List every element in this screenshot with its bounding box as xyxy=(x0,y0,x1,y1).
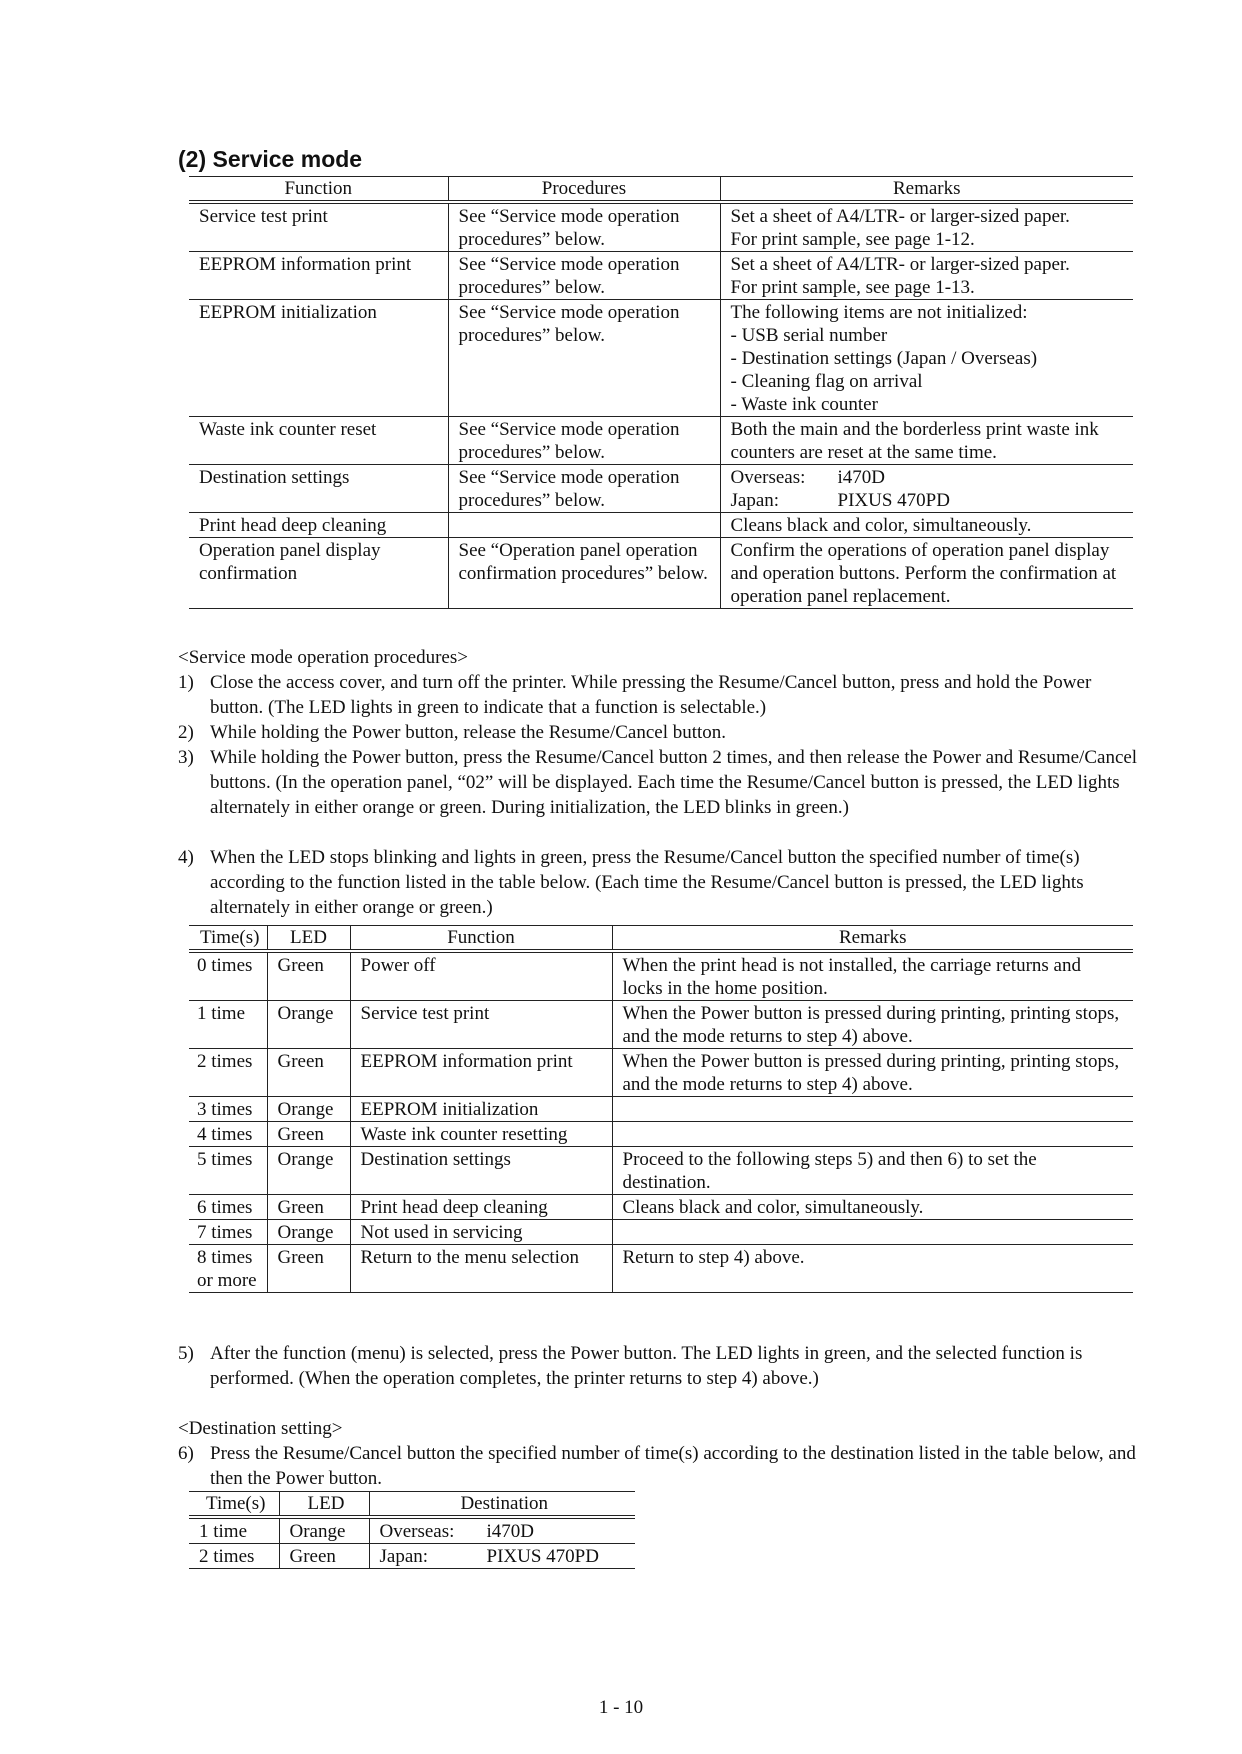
remarks-cell: When the print head is not installed, the carriage returns and locks in the home position. xyxy=(612,951,1133,1001)
remarks-cell: Both the main and the borderless print waste ink counters are reset at the same time. xyxy=(720,417,1133,465)
function-cell: Waste ink counter resetting xyxy=(350,1122,612,1147)
led-cell: Green xyxy=(267,1049,350,1097)
function-cell: Destination settings xyxy=(189,465,448,513)
column-header: Time(s) xyxy=(189,1492,279,1518)
procedures-cell: See “Operation panel operation confirmation procedures” below. xyxy=(448,538,720,609)
destination-line xyxy=(731,489,1124,512)
led-cell: Orange xyxy=(267,1097,350,1122)
table-row xyxy=(189,951,1133,1001)
table-row xyxy=(189,513,1133,538)
remarks-line: The following items are not initialized: xyxy=(730,302,1028,323)
led-cell: Orange xyxy=(267,1001,350,1049)
times-cell: 4 times xyxy=(189,1122,267,1147)
step-number: 1) xyxy=(178,672,194,693)
step-text: Close the access cover, and turn off the printer. While pressing the Resume/Cancel button, press and hold the Power button. (The LED lights in green to indicate that a function is selectable.) xyxy=(210,672,1092,718)
step-number: 6) xyxy=(178,1443,194,1464)
remarks-cell: Return to step 4) above. xyxy=(612,1245,1133,1293)
destination-cell xyxy=(369,1517,635,1544)
table-row xyxy=(189,1001,1133,1049)
function-cell: Return to the menu selection xyxy=(350,1245,612,1293)
step-item xyxy=(178,745,1138,820)
table-row xyxy=(189,1245,1133,1293)
step-item xyxy=(178,1441,1138,1491)
remarks-cell xyxy=(720,300,1133,417)
remarks-cell xyxy=(720,252,1133,300)
table-row xyxy=(189,538,1133,609)
section-heading: (2) Service mode xyxy=(178,146,363,172)
times-cell: 5 times xyxy=(189,1147,267,1195)
service-mode-table xyxy=(189,176,1133,609)
column-header: Remarks xyxy=(720,177,1133,203)
step-number: 5) xyxy=(178,1343,194,1364)
remarks-cell xyxy=(720,465,1133,513)
step-number: 2) xyxy=(178,722,194,743)
step-item xyxy=(178,720,1138,745)
led-cell: Green xyxy=(279,1544,369,1569)
times-cell: 1 time xyxy=(189,1517,279,1544)
function-cell: Power off xyxy=(350,951,612,1001)
remarks-line: Set a sheet of A4/LTR- or larger-sized paper. xyxy=(730,254,1070,275)
times-cell: 6 times xyxy=(189,1195,267,1220)
destination-value: PIXUS 470PD xyxy=(837,490,950,511)
column-header: Procedures xyxy=(448,177,720,203)
step-text: While holding the Power button, press the Resume/Cancel button 2 times, and then release the Power and Resume/Cancel buttons. (In the operation panel, “02” will be displayed. Each time the Resume/Cancel button is pressed, the LED lights alternately in either orange or green. During initialization, the LED blinks in green.) xyxy=(210,747,1138,818)
led-cell: Green xyxy=(267,951,350,1001)
function-cell: EEPROM initialization xyxy=(189,300,448,417)
step-item xyxy=(178,670,1138,720)
destination-label: Overseas: xyxy=(379,1521,455,1542)
remarks-cell: When the Power button is pressed during printing, printing stops, and the mode returns to step 4) above. xyxy=(612,1001,1133,1049)
table-header-row xyxy=(189,926,1133,952)
remarks-line: - Cleaning flag on arrival xyxy=(730,371,923,392)
remarks-cell xyxy=(612,1220,1133,1245)
function-cell: EEPROM information print xyxy=(350,1049,612,1097)
led-cell: Orange xyxy=(279,1517,369,1544)
destination-value: i470D xyxy=(486,1521,534,1542)
times-cell: 2 times xyxy=(189,1544,279,1569)
table-row xyxy=(189,1544,635,1569)
column-header: Function xyxy=(350,926,612,952)
function-cell: Service test print xyxy=(350,1001,612,1049)
led-cell: Green xyxy=(267,1245,350,1293)
times-cell: 7 times xyxy=(189,1220,267,1245)
table-row xyxy=(189,1097,1133,1122)
step-text: When the LED stops blinking and lights in green, press the Resume/Cancel button the specified number of time(s) according to the function listed in the table below. (Each time the Resume/Cancel button is pressed, the LED lights alternately in either orange or green.) xyxy=(210,847,1084,918)
destination-label: Japan: xyxy=(379,1546,429,1567)
column-header: LED xyxy=(279,1492,369,1518)
table-row xyxy=(189,1122,1133,1147)
remarks-line: For print sample, see page 1-13. xyxy=(730,277,975,298)
step-text: After the function (menu) is selected, press the Power button. The LED lights in green, and the selected function is performed. (When the operation completes, the printer returns to step 4) above.) xyxy=(210,1343,1083,1389)
table-header-row xyxy=(189,1492,635,1518)
table-row xyxy=(189,465,1133,513)
destination-value: PIXUS 470PD xyxy=(486,1546,599,1567)
column-header: Time(s) xyxy=(189,926,267,952)
table-row xyxy=(189,300,1133,417)
remarks-cell: Proceed to the following steps 5) and then 6) to set the destination. xyxy=(612,1147,1133,1195)
function-cell: Service test print xyxy=(189,202,448,252)
destination-value: i470D xyxy=(837,467,885,488)
function-selection-table xyxy=(189,925,1133,1293)
remarks-line: Set a sheet of A4/LTR- or larger-sized paper. xyxy=(730,206,1070,227)
column-header: Remarks xyxy=(612,926,1133,952)
table-header-row xyxy=(189,177,1133,203)
times-cell: 8 times or more xyxy=(189,1245,267,1293)
destination-title: <Destination setting> xyxy=(178,1418,343,1439)
step-item xyxy=(178,1341,1138,1391)
procedures-cell: See “Service mode operation procedures” below. xyxy=(448,300,720,417)
step-number: 4) xyxy=(178,847,194,868)
procedures-cell: See “Service mode operation procedures” below. xyxy=(448,202,720,252)
procedures-cell: See “Service mode operation procedures” below. xyxy=(448,252,720,300)
destination-label: Overseas: xyxy=(730,467,806,488)
step-text: While holding the Power button, release the Resume/Cancel button. xyxy=(210,722,727,743)
remarks-cell xyxy=(720,202,1133,252)
times-cell: 0 times xyxy=(189,951,267,1001)
function-cell: EEPROM information print xyxy=(189,252,448,300)
remarks-cell xyxy=(612,1122,1133,1147)
column-header: LED xyxy=(267,926,350,952)
function-cell: Not used in servicing xyxy=(350,1220,612,1245)
table-row xyxy=(189,1220,1133,1245)
function-cell: Waste ink counter reset xyxy=(189,417,448,465)
table-row xyxy=(189,1517,635,1544)
function-cell: Print head deep cleaning xyxy=(350,1195,612,1220)
remarks-cell: When the Power button is pressed during printing, printing stops, and the mode returns to step 4) above. xyxy=(612,1049,1133,1097)
remarks-line: - Destination settings (Japan / Overseas) xyxy=(730,348,1038,369)
page-number: 1 - 10 xyxy=(598,1697,644,1718)
remarks-cell: Confirm the operations of operation panel display and operation buttons. Perform the confirmation at operation panel replacement. xyxy=(720,538,1133,609)
table-row xyxy=(189,252,1133,300)
table-row xyxy=(189,1049,1133,1097)
led-cell: Green xyxy=(267,1122,350,1147)
step-item xyxy=(178,845,1138,920)
destination-label: Japan: xyxy=(730,490,780,511)
destination-line xyxy=(731,466,1124,489)
led-cell: Orange xyxy=(267,1220,350,1245)
table-row xyxy=(189,202,1133,252)
column-header: Destination xyxy=(369,1492,635,1518)
procedures-title: <Service mode operation procedures> xyxy=(178,647,468,668)
destination-table xyxy=(189,1491,635,1569)
times-cell: 3 times xyxy=(189,1097,267,1122)
table-row xyxy=(189,1147,1133,1195)
remarks-cell xyxy=(612,1097,1133,1122)
function-cell: Destination settings xyxy=(350,1147,612,1195)
column-header: Function xyxy=(189,177,448,203)
function-cell: Print head deep cleaning xyxy=(189,513,448,538)
step-number: 3) xyxy=(178,747,194,768)
remarks-line: - USB serial number xyxy=(730,325,888,346)
step-text: Press the Resume/Cancel button the specified number of time(s) according to the destination listed in the table below, and then the Power button. xyxy=(210,1443,1136,1489)
times-cell: 1 time xyxy=(189,1001,267,1049)
remarks-line: - Waste ink counter xyxy=(730,394,878,415)
table-row xyxy=(189,1195,1133,1220)
function-cell: Operation panel display confirmation xyxy=(189,538,448,609)
remarks-cell: Cleans black and color, simultaneously. xyxy=(612,1195,1133,1220)
procedures-cell xyxy=(448,513,720,538)
function-cell: EEPROM initialization xyxy=(350,1097,612,1122)
procedures-cell: See “Service mode operation procedures” below. xyxy=(448,417,720,465)
remarks-line: For print sample, see page 1-12. xyxy=(730,229,975,250)
procedures-cell: See “Service mode operation procedures” below. xyxy=(448,465,720,513)
times-cell: 2 times xyxy=(189,1049,267,1097)
table-row xyxy=(189,417,1133,465)
led-cell: Orange xyxy=(267,1147,350,1195)
remarks-cell: Cleans black and color, simultaneously. xyxy=(720,513,1133,538)
led-cell: Green xyxy=(267,1195,350,1220)
destination-cell xyxy=(369,1544,635,1569)
